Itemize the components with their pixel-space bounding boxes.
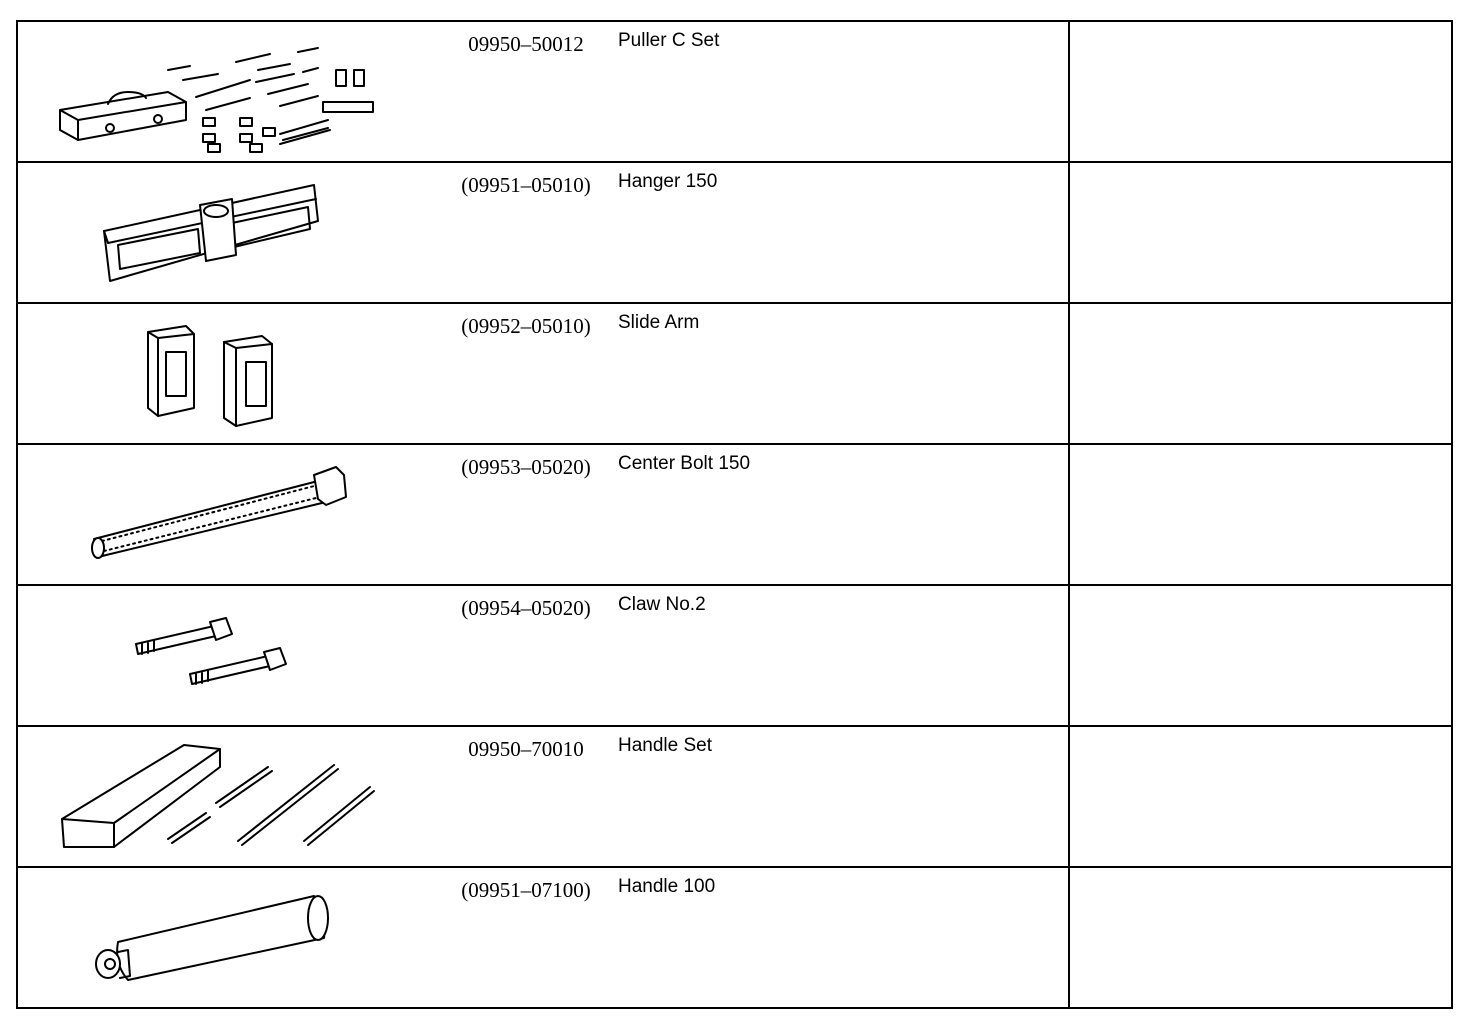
tool-cell [17,162,1069,303]
tool-name: Hanger 150 [618,171,718,192]
table-row [17,726,1452,867]
tool-cell [17,444,1069,585]
table-row [17,585,1452,726]
puller-c-set-icon [18,22,418,161]
notes-cell [1069,444,1452,585]
notes-cell [1069,162,1452,303]
handle-icon [18,868,418,1007]
tool-cell [17,585,1069,726]
part-number: (09954–05020) [461,596,591,620]
notes-cell [1069,585,1452,726]
table-row [17,162,1452,303]
part-number: 09950–70010 [468,737,584,761]
notes-cell [1069,867,1452,1008]
tool-name: Handle 100 [618,876,716,897]
hanger-icon [18,163,418,302]
tool-name: Puller C Set [618,30,720,51]
part-number: 09950–50012 [468,32,584,56]
notes-cell [1069,303,1452,444]
tool-name: Center Bolt 150 [618,453,751,474]
part-number: (09951–07100) [461,878,591,902]
part-number: (09952–05010) [461,314,591,338]
tool-cell [17,303,1069,444]
notes-cell [1069,21,1452,162]
table-row [17,303,1452,444]
special-tools-table [16,20,1453,1009]
claw-icon [18,586,418,725]
handle-set-icon [18,727,418,866]
tool-cell [17,21,1069,162]
notes-cell [1069,726,1452,867]
tool-name: Slide Arm [618,312,700,333]
table-row [17,444,1452,585]
table-row [17,21,1452,162]
tool-cell [17,726,1069,867]
center-bolt-icon [18,445,418,584]
part-number: (09951–05010) [461,173,591,197]
table-row [17,867,1452,1008]
tool-cell [17,867,1069,1008]
part-number: (09953–05020) [461,455,591,479]
tool-name: Claw No.2 [618,594,706,615]
slide-arm-icon [18,304,418,443]
tool-name: Handle Set [618,735,713,756]
